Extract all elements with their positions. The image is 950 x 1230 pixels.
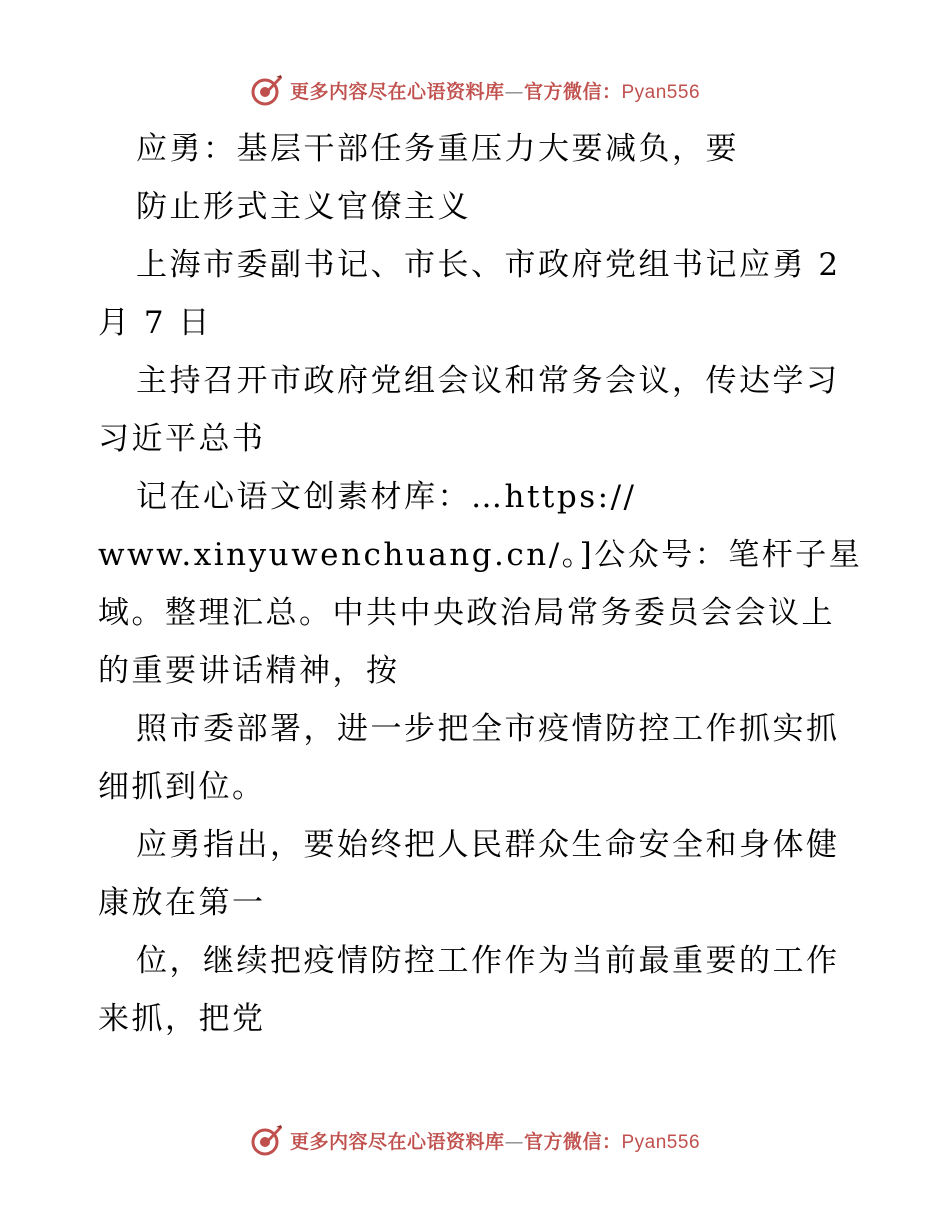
body-line: 防止形式主义官僚主义 xyxy=(136,189,471,225)
body-line: 应勇：基层干部任务重压力大要减负，要 xyxy=(136,131,739,167)
header-banner xyxy=(0,70,950,110)
body-line: 位，继续把疫情防控工作作为当前最重要的工作 xyxy=(136,943,840,979)
body-line: 康放在第一 xyxy=(98,885,266,921)
banner-text: 更多内容尽在心语资料库—官方微信：Pyan556 xyxy=(289,1130,701,1153)
footer-banner xyxy=(0,1120,950,1160)
body-line: 细抓到位。 xyxy=(98,769,266,805)
body-line: 主持召开市政府党组会议和常务会议，传达学习 xyxy=(136,363,840,399)
body-line: 月 7 日 xyxy=(98,305,212,341)
quill-logo-icon xyxy=(250,1123,284,1157)
body-line: 应勇指出，要始终把人民群众生命安全和身体健 xyxy=(136,827,840,863)
body-line: 习近平总书 xyxy=(98,421,266,457)
body-line: www.xinyuwenchuang.cn/。]公众号：笔杆子星 xyxy=(98,537,863,573)
document-body xyxy=(98,120,863,1048)
body-line: 记在心语文创素材库：…https:// xyxy=(136,479,637,515)
banner-text: 更多内容尽在心语资料库—官方微信：Pyan556 xyxy=(289,80,701,103)
body-line: 上海市委副书记、市长、市政府党组书记应勇 2 xyxy=(136,247,841,283)
body-line: 的重要讲话精神，按 xyxy=(98,653,400,689)
body-line: 域。整理汇总。中共中央政治局常务委员会会议上 xyxy=(98,595,835,631)
quill-logo-icon xyxy=(250,73,284,107)
body-line: 来抓，把党 xyxy=(98,1001,266,1037)
body-line: 照市委部署，进一步把全市疫情防控工作抓实抓 xyxy=(136,711,840,747)
